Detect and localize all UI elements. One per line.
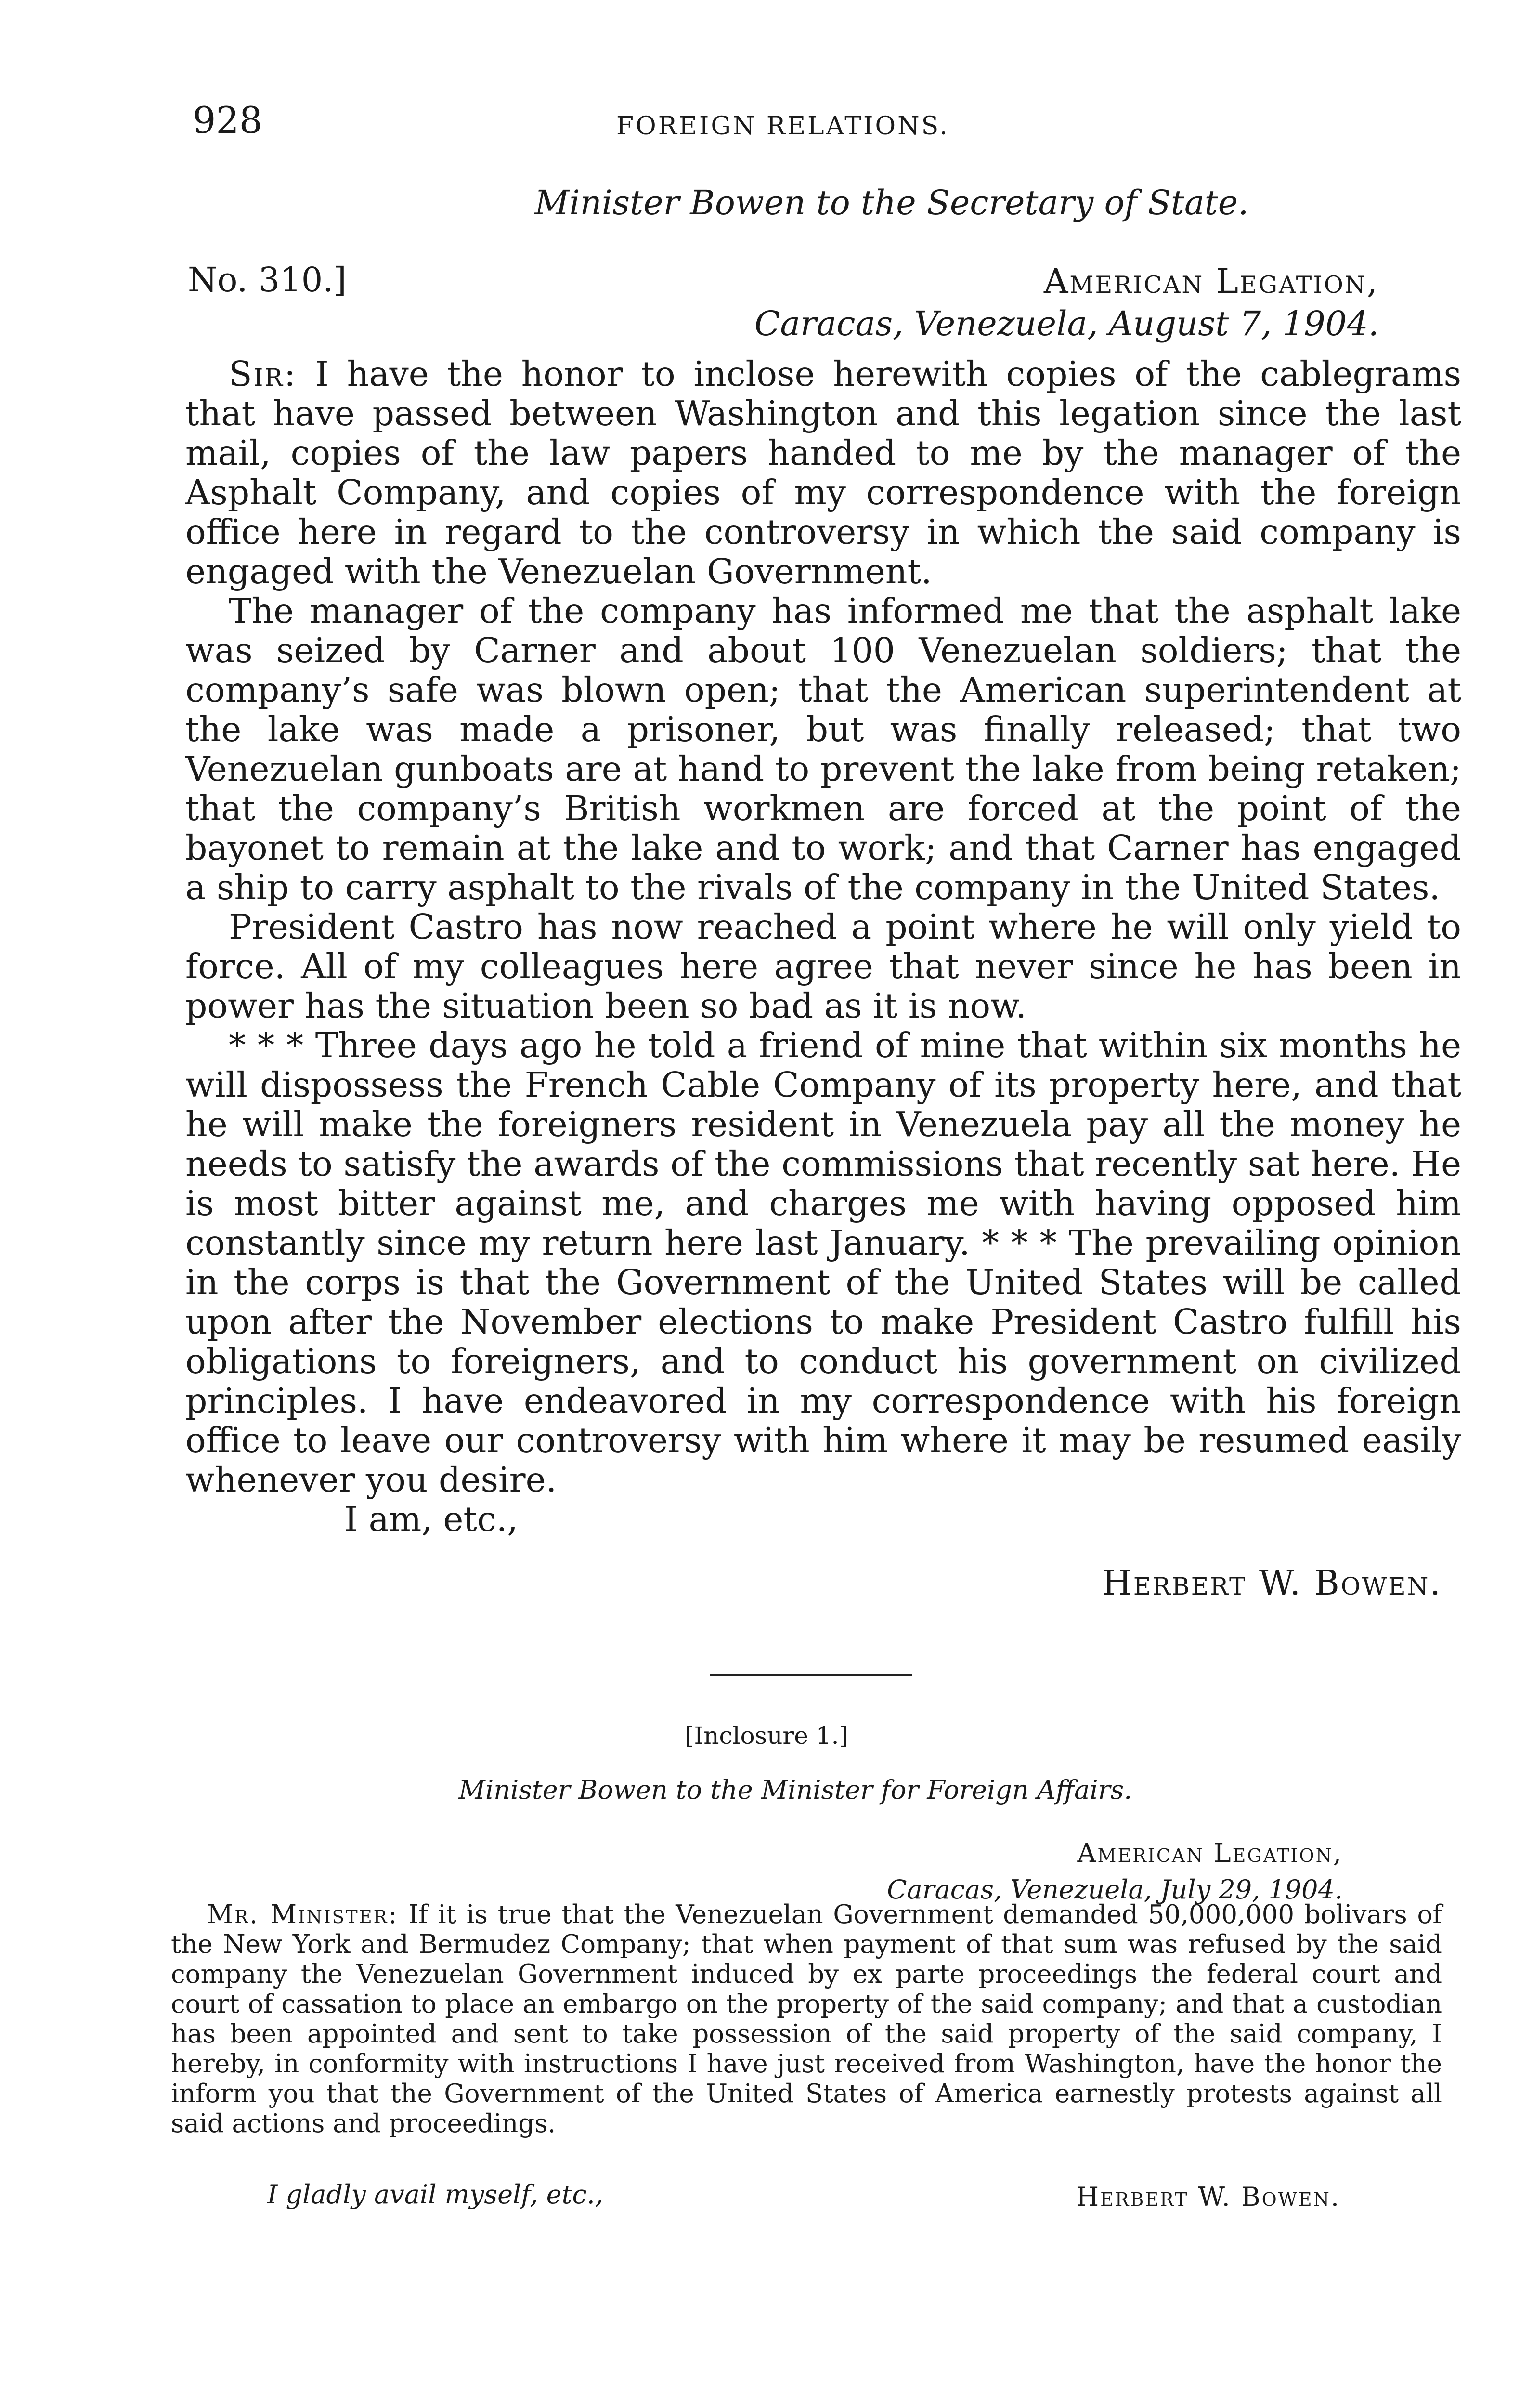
signature: Herbert W. Bowen. xyxy=(1102,1563,1442,1603)
legation-name: American Legation, xyxy=(1077,1838,1343,1868)
paragraph: The manager of the company has informed me that the asphalt lake was seized by Carner and about 100 Venezuelan soldiers; that the company’s safe was blown open; that the American superintendent at the lake was made a prisoner, but was finally released; that two Venezuelan gunboats are at hand to prevent the lake from being retaken; that the company’s British workmen are forced at the point of the bayonet to remain at the lake and to work; and that Carner has engaged a ship to carry asphalt to the rivals of the company in the United States. xyxy=(185,591,1461,907)
letter-dateline xyxy=(754,260,1379,345)
salutation: Mr. Minister: xyxy=(207,1900,399,1929)
section-divider xyxy=(710,1674,912,1676)
inclosure-dateline xyxy=(887,1835,1343,1908)
letter-body xyxy=(185,354,1461,1603)
inclosure-signature: Herbert W. Bowen. xyxy=(1076,2182,1340,2212)
inclosure-body xyxy=(171,1900,1442,2139)
paragraph-text: If it is true that the Venezuelan Government demanded 50,000,000 bolivars of the New York and Bermudez Company; that when payment of that sum was refused by the said company the Venezuelan Government induced by ex parte proceedings the federal court and court of cassation to place an embargo on the property of the said company; and that a custodian has been appointed and sent to take possession of the said property of the said company, I hereby, in conformity with instructions I have just received from Washington, have the honor the inform you that the Government of the United States of America earnestly protests against all said actions and proceedings. xyxy=(171,1900,1442,2138)
running-head: FOREIGN RELATIONS. xyxy=(616,112,949,141)
paragraph: * * * Three days ago he told a friend of mine that within six months he will dispossess the French Cable Company of its property here, and that he will make the foreigners resident in Venezuela pay all the money he needs to satisfy the awards of the commissions that recently sat here. He is most bitter against me, and charges me with having opposed him constantly since my return here last January. * * * The prevailing opinion in the corps is that the Government of the United States will be called upon after the November elections to make President Castro fulfill his obligations to foreigners, and to conduct his government on civilized principles. I have endeavored in my correspondence with his foreign office to leave our controversy with him where it may be resumed easily whenever you desire. xyxy=(185,1025,1461,1500)
paragraph xyxy=(185,354,1461,591)
inclosure-heading: Minister Bowen to the Minister for Foreign Affairs. xyxy=(458,1775,1132,1805)
document-number: No. 310.] xyxy=(188,260,347,300)
page-number: 928 xyxy=(193,99,263,142)
place-date: Caracas, Venezuela, July 29, 1904. xyxy=(887,1874,1343,1905)
salutation: Sir: xyxy=(229,354,297,394)
place-date: Caracas, Venezuela, August 7, 1904. xyxy=(754,304,1379,343)
paragraph-text: I have the honor to inclose herewith copies of the cablegrams that have passed between Washington and this legation since the last mail, copies of the law papers handed to me by the manager of the Asphalt Company, and copies of my correspondence with the foreign office here in regard to the controversy in which the said company is engaged with the Venezuelan Government. xyxy=(185,354,1462,591)
paragraph xyxy=(171,1900,1442,2139)
inclosure-closing: I gladly avail myself, etc., xyxy=(267,2179,603,2210)
inclosure-label: [Inclosure 1.] xyxy=(684,1722,848,1750)
letter-heading: Minister Bowen to the Secretary of State. xyxy=(534,183,1249,222)
paragraph: President Castro has now reached a point where he will only yield to force. All of my colleagues here agree that never since he has been in power has the situation been so bad as it is now. xyxy=(185,907,1461,1026)
closing: I am, etc., xyxy=(344,1499,518,1539)
legation-name: American Legation, xyxy=(1043,262,1379,301)
